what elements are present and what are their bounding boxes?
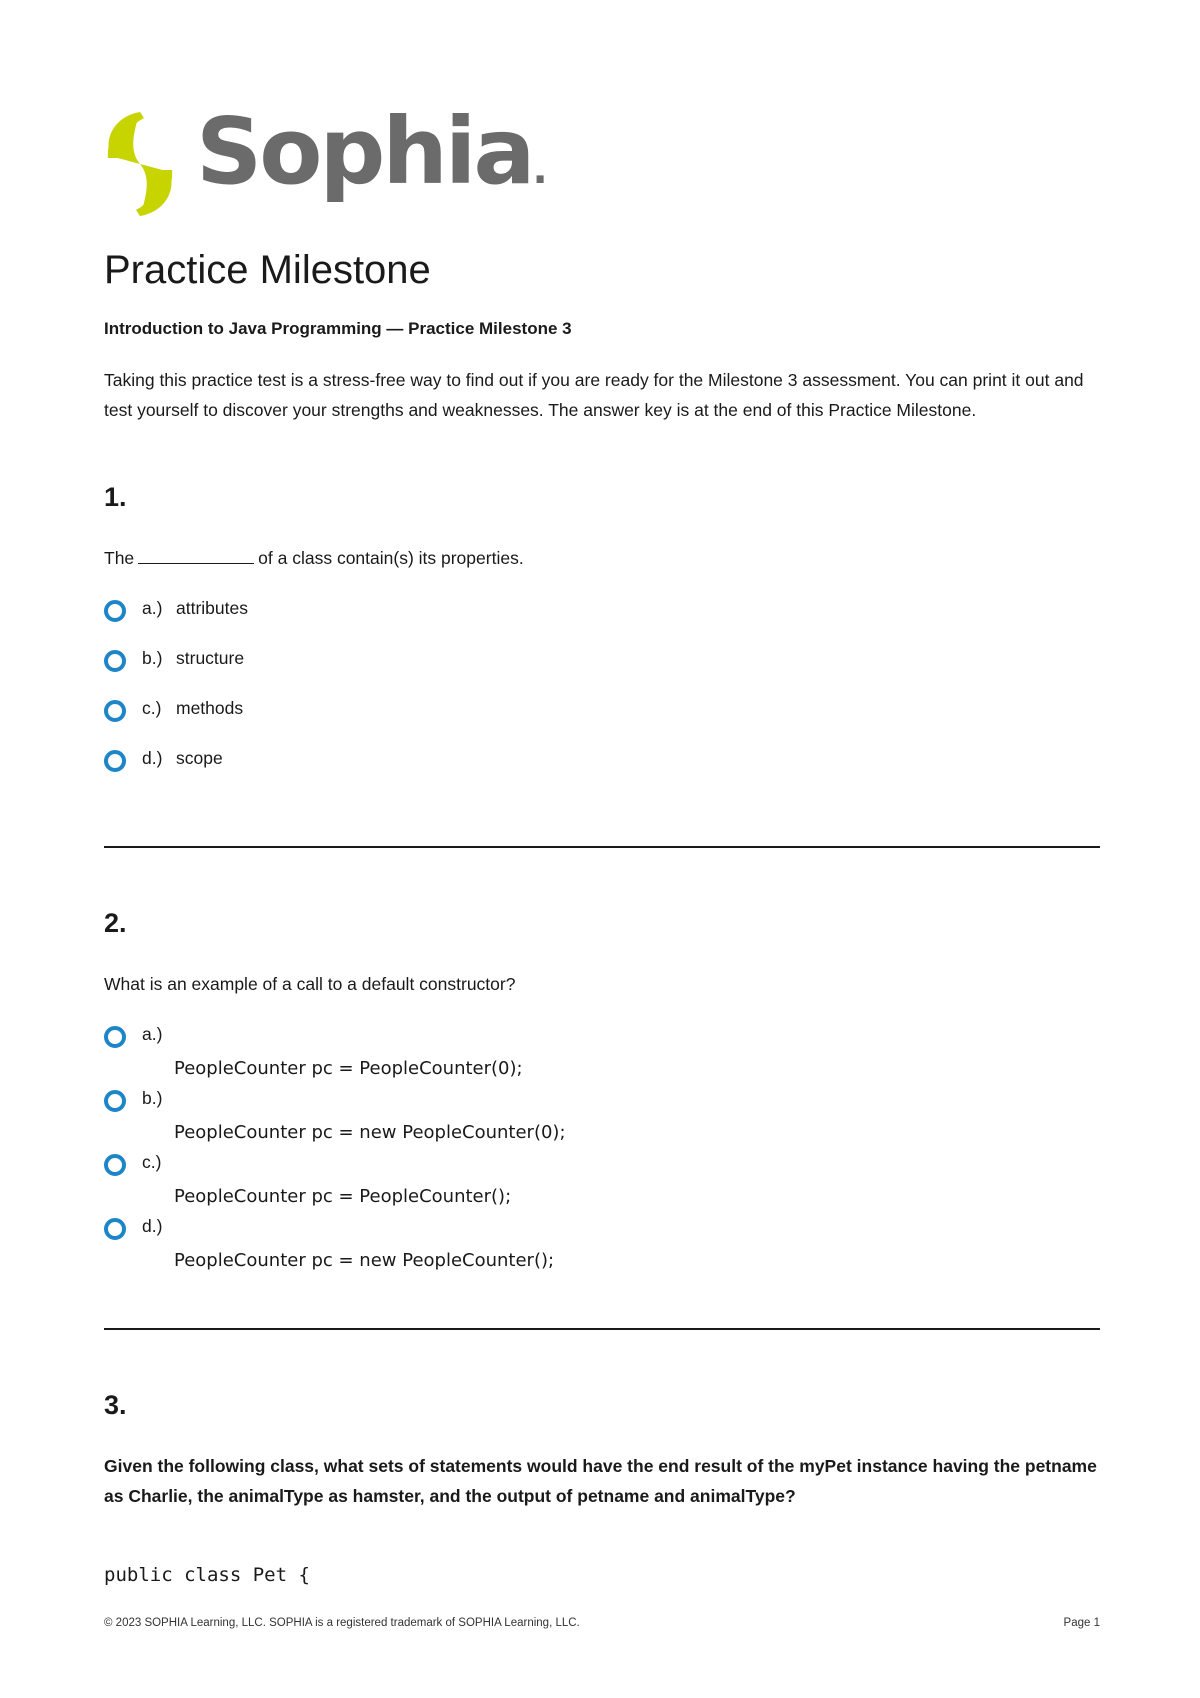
option-text: scope: [176, 748, 223, 768]
option-code: PeopleCounter pc = PeopleCounter();: [174, 1186, 512, 1207]
option-letter: a.): [142, 598, 163, 618]
option-letter: d.): [142, 1216, 163, 1236]
option-text: structure: [176, 648, 245, 668]
radio-button-icon[interactable]: [104, 1218, 126, 1240]
page-subtitle: Introduction to Java Programming — Practice Milestone 3: [104, 319, 572, 338]
sophia-wordmark: Sophia.: [196, 98, 548, 205]
option-letter: a.): [142, 1024, 163, 1044]
option-text: methods: [176, 698, 244, 718]
question-1-text-before: The: [104, 548, 135, 568]
question-1-number: 1.: [104, 482, 127, 512]
radio-button-icon[interactable]: [104, 650, 126, 672]
radio-button-icon[interactable]: [104, 600, 126, 622]
question-1-text-after: of a class contain(s) its properties.: [258, 548, 524, 568]
option-letter: b.): [142, 648, 163, 668]
intro-paragraph: Taking this practice test is a stress-free way to find out if you are ready for the Milestone 3 assessment. You can print it out and test yourself to discover your strengths and weaknesses. The answer key is at the end of this Practice Milestone.: [104, 370, 1084, 420]
page-title: Practice Milestone: [104, 248, 431, 292]
option-text: attributes: [176, 598, 248, 618]
option-code: PeopleCounter pc = new PeopleCounter();: [174, 1250, 555, 1271]
code-block-start: public class Pet {: [104, 1564, 310, 1586]
question-1-text: [104, 544, 524, 574]
radio-button-icon[interactable]: [104, 750, 126, 772]
question-3-number: 3.: [104, 1390, 127, 1420]
option-code: PeopleCounter pc = PeopleCounter(0);: [174, 1058, 523, 1079]
question-2-text: What is an example of a call to a default constructor?: [104, 974, 516, 994]
radio-button-icon[interactable]: [104, 700, 126, 722]
option-letter: c.): [142, 1152, 162, 1172]
sophia-logo-icon: [104, 112, 176, 216]
section-divider: [104, 846, 1100, 848]
option-code: PeopleCounter pc = new PeopleCounter(0);: [174, 1122, 566, 1143]
question-2-number: 2.: [104, 908, 127, 938]
radio-button-icon[interactable]: [104, 1090, 126, 1112]
option-letter: b.): [142, 1088, 163, 1108]
radio-button-icon[interactable]: [104, 1026, 126, 1048]
radio-button-icon[interactable]: [104, 1154, 126, 1176]
option-letter: c.): [142, 698, 162, 718]
footer-copyright: © 2023 SOPHIA Learning, LLC. SOPHIA is a registered trademark of SOPHIA Learning, LLC.: [104, 1617, 580, 1629]
section-divider: [104, 1328, 1100, 1330]
question-3-text: Given the following class, what sets of statements would have the end result of the myPet instance having the petname as Charlie, the animalType as hamster, and the output of petname and animalType?: [104, 1456, 1097, 1506]
fill-in-blank: [138, 550, 254, 564]
option-letter: d.): [142, 748, 163, 768]
sophia-logo: [104, 98, 548, 216]
footer-page-number: Page 1: [1063, 1617, 1100, 1629]
